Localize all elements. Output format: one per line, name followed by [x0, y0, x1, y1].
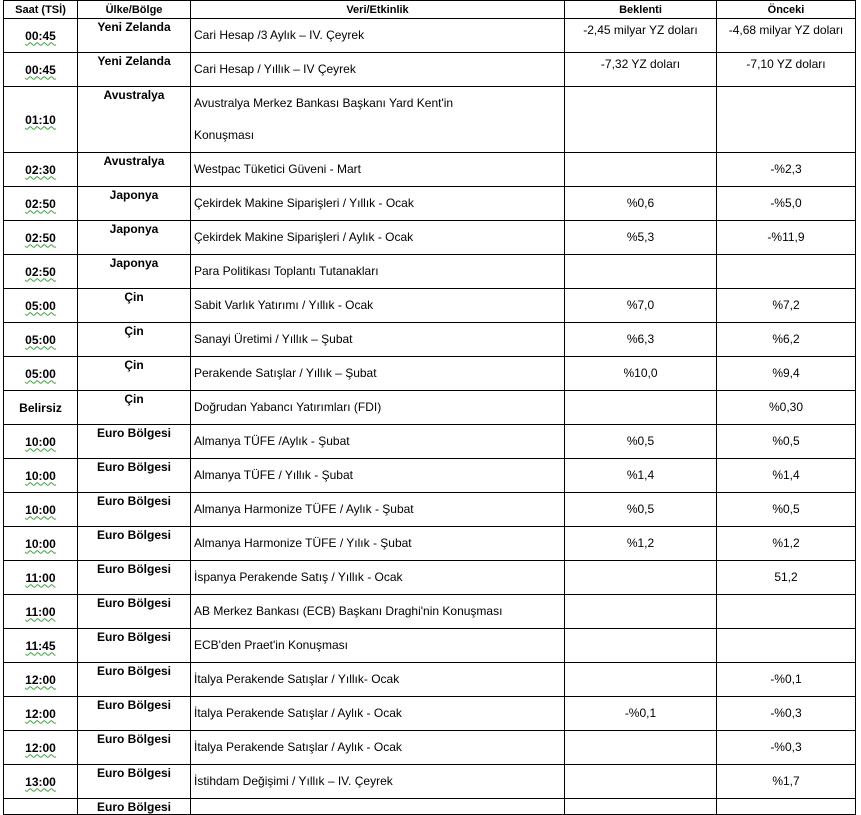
- cell-country: Çin: [78, 323, 191, 357]
- event-text: Westpac Tüketici Güveni - Mart: [194, 162, 361, 176]
- cell-country: Euro Bölgesi: [78, 697, 191, 731]
- cell-country: Avustralya: [78, 87, 191, 153]
- cell-event: [191, 595, 565, 629]
- cell-event: [191, 527, 565, 561]
- table-row: [4, 527, 856, 561]
- cell-event: [191, 289, 565, 323]
- cell-event: [191, 391, 565, 425]
- cell-time: [4, 459, 78, 493]
- table-row: [4, 153, 856, 187]
- cell-previous: [717, 87, 856, 153]
- cell-country: Euro Bölgesi: [78, 561, 191, 595]
- cell-expected: -7,32 YZ doları: [565, 53, 717, 87]
- header-expected: Beklenti: [565, 1, 717, 19]
- cell-event: [191, 19, 565, 53]
- cell-event: [191, 187, 565, 221]
- cell-event: [191, 459, 565, 493]
- table-row: [4, 493, 856, 527]
- cell-expected: %0,5: [565, 493, 717, 527]
- cell-country: Yeni Zelanda: [78, 19, 191, 53]
- time-text: 05:00: [25, 298, 56, 313]
- event-text: Doğrudan Yabancı Yatırımları (FDI): [194, 400, 382, 414]
- event-text: İtalya Perakende Satışlar / Aylık - Ocak: [194, 706, 402, 720]
- table-row: [4, 731, 856, 765]
- cell-event: [191, 731, 565, 765]
- cell-time: [4, 53, 78, 87]
- cell-country: Euro Bölgesi: [78, 425, 191, 459]
- cell-time: [4, 765, 78, 799]
- table-row: [4, 595, 856, 629]
- cell-event: [191, 255, 565, 289]
- header-time: Saat (TSİ): [4, 1, 78, 19]
- cell-time: [4, 731, 78, 765]
- event-text: Para Politikası Toplantı Tutanakları: [194, 264, 379, 278]
- event-text: Almanya TÜFE / Yıllık - Şubat: [194, 468, 353, 482]
- cell-event: [191, 357, 565, 391]
- cell-previous: [717, 255, 856, 289]
- time-text: 00:45: [25, 28, 56, 43]
- table-row: [4, 391, 856, 425]
- event-text: Çekirdek Makine Siparişleri / Yıllık - Ocak: [194, 196, 414, 210]
- cell-country: Euro Bölgesi: [78, 493, 191, 527]
- cell-country: Euro Bölgesi: [78, 527, 191, 561]
- cell-time: [4, 289, 78, 323]
- cell-previous: %1,4: [717, 459, 856, 493]
- table-row: [4, 561, 856, 595]
- event-text: Cari Hesap /3 Aylık – IV. Çeyrek: [194, 28, 365, 42]
- cell-expected: [565, 561, 717, 595]
- cell-expected: [565, 731, 717, 765]
- cell-previous: %0,5: [717, 493, 856, 527]
- cell-expected: %5,3: [565, 221, 717, 255]
- cell-event: [191, 697, 565, 731]
- cell-time: [4, 595, 78, 629]
- time-text: 10:00: [25, 536, 56, 551]
- cell-expected: %10,0: [565, 357, 717, 391]
- cell-time: [4, 799, 78, 815]
- cell-expected: [565, 799, 717, 815]
- header-event: Veri/Etkinlik: [191, 1, 565, 19]
- cell-previous: -%0,3: [717, 731, 856, 765]
- table-row: [4, 799, 856, 815]
- cell-country: Yeni Zelanda: [78, 53, 191, 87]
- cell-expected: [565, 765, 717, 799]
- cell-expected: [565, 629, 717, 663]
- cell-previous: -7,10 YZ doları: [717, 53, 856, 87]
- cell-time: [4, 323, 78, 357]
- cell-event: [191, 87, 565, 153]
- cell-expected: [565, 391, 717, 425]
- time-text: 02:30: [25, 162, 56, 177]
- time-text: 10:00: [25, 502, 56, 517]
- cell-time: [4, 527, 78, 561]
- cell-previous: -4,68 milyar YZ doları: [717, 19, 856, 53]
- time-text: 05:00: [25, 366, 56, 381]
- cell-previous: %7,2: [717, 289, 856, 323]
- cell-event: [191, 323, 565, 357]
- table-row: [4, 255, 856, 289]
- event-text: Almanya Harmonize TÜFE / Aylık - Şubat: [194, 502, 414, 516]
- event-text: İtalya Perakende Satışlar / Aylık - Ocak: [194, 740, 402, 754]
- cell-time: [4, 629, 78, 663]
- table-row: [4, 289, 856, 323]
- cell-previous: 51,2: [717, 561, 856, 595]
- cell-previous: %9,4: [717, 357, 856, 391]
- event-text: Sabit Varlık Yatırımı / Yıllık - Ocak: [194, 298, 374, 312]
- cell-time: [4, 663, 78, 697]
- table-row: [4, 221, 856, 255]
- event-text: Çekirdek Makine Siparişleri / Aylık - Ocak: [194, 230, 414, 244]
- table-row: [4, 323, 856, 357]
- cell-time: [4, 221, 78, 255]
- cell-country: Euro Bölgesi: [78, 629, 191, 663]
- cell-expected: [565, 87, 717, 153]
- cell-country: Euro Bölgesi: [78, 595, 191, 629]
- cell-expected: %0,5: [565, 425, 717, 459]
- time-text: 12:00: [25, 672, 56, 687]
- cell-expected: %1,4: [565, 459, 717, 493]
- table-row: [4, 459, 856, 493]
- cell-time: [4, 493, 78, 527]
- cell-previous: %1,2: [717, 527, 856, 561]
- cell-previous: -%0,1: [717, 663, 856, 697]
- cell-previous: -%5,0: [717, 187, 856, 221]
- header-row: [4, 1, 856, 19]
- cell-previous: -%11,9: [717, 221, 856, 255]
- cell-event: [191, 629, 565, 663]
- time-text: 13:00: [25, 774, 56, 789]
- cell-event: [191, 425, 565, 459]
- cell-expected: [565, 663, 717, 697]
- cell-expected: %0,6: [565, 187, 717, 221]
- table-row: [4, 19, 856, 53]
- table-row: [4, 187, 856, 221]
- cell-expected: %7,0: [565, 289, 717, 323]
- time-text: 00:45: [25, 62, 56, 77]
- cell-time: [4, 187, 78, 221]
- event-text: Almanya Harmonize TÜFE / Yılık - Şubat: [194, 536, 412, 550]
- cell-expected: [565, 153, 717, 187]
- cell-country: Euro Bölgesi: [78, 799, 191, 815]
- event-text: AB Merkez Bankası (ECB) Başkanı Draghi'nin Konuşması: [194, 604, 503, 618]
- cell-event: [191, 221, 565, 255]
- header-country: Ülke/Bölge: [78, 1, 191, 19]
- time-text: Belirsiz: [19, 400, 62, 415]
- event-text: İspanya Perakende Satış / Yıllık - Ocak: [194, 570, 403, 584]
- cell-time: [4, 357, 78, 391]
- cell-previous: -%0,3: [717, 697, 856, 731]
- cell-country: Japonya: [78, 187, 191, 221]
- cell-country: Japonya: [78, 255, 191, 289]
- cell-expected: [565, 595, 717, 629]
- cell-previous: [717, 629, 856, 663]
- cell-expected: %1,2: [565, 527, 717, 561]
- cell-previous: -%2,3: [717, 153, 856, 187]
- cell-time: [4, 255, 78, 289]
- cell-country: Euro Bölgesi: [78, 663, 191, 697]
- event-text: İstihdam Değişimi / Yıllık – IV. Çeyrek: [194, 774, 393, 788]
- event-text: İtalya Perakende Satışlar / Yıllık- Ocak: [194, 672, 400, 686]
- cell-country: Euro Bölgesi: [78, 731, 191, 765]
- table-row: [4, 53, 856, 87]
- cell-country: Japonya: [78, 221, 191, 255]
- cell-expected: [565, 255, 717, 289]
- cell-country: Çin: [78, 357, 191, 391]
- event-text-line2: Konuşması: [194, 128, 255, 142]
- cell-event: [191, 663, 565, 697]
- cell-country: Çin: [78, 391, 191, 425]
- event-text: Perakende Satışlar / Yıllık – Şubat: [194, 366, 377, 380]
- cell-time: [4, 425, 78, 459]
- economic-calendar-table: [3, 0, 856, 815]
- cell-previous: %0,30: [717, 391, 856, 425]
- cell-previous: %0,5: [717, 425, 856, 459]
- time-text: 10:00: [25, 468, 56, 483]
- cell-country: Avustralya: [78, 153, 191, 187]
- header-previous: Önceki: [717, 1, 856, 19]
- cell-expected: -2,45 milyar YZ doları: [565, 19, 717, 53]
- event-text: ECB'den Praet'in Konuşması: [194, 638, 348, 652]
- table-row: [4, 765, 856, 799]
- time-text: 02:50: [25, 196, 56, 211]
- cell-time: [4, 87, 78, 153]
- time-text: 02:50: [25, 230, 56, 245]
- cell-country: Çin: [78, 289, 191, 323]
- time-text: 11:00: [25, 604, 56, 619]
- cell-expected: -%0,1: [565, 697, 717, 731]
- cell-time: [4, 697, 78, 731]
- cell-event: [191, 765, 565, 799]
- time-text: 01:10: [25, 112, 56, 127]
- cell-previous: %1,7: [717, 765, 856, 799]
- time-text: 11:00: [25, 570, 56, 585]
- table-row: [4, 697, 856, 731]
- cell-event: [191, 493, 565, 527]
- time-text: 02:50: [25, 264, 56, 279]
- cell-event: [191, 53, 565, 87]
- table-row: [4, 425, 856, 459]
- time-text: 11:45: [25, 638, 56, 653]
- cell-time: [4, 19, 78, 53]
- cell-country: Euro Bölgesi: [78, 765, 191, 799]
- table-row: [4, 663, 856, 697]
- event-text: Cari Hesap / Yıllık – IV Çeyrek: [194, 62, 356, 76]
- cell-event: [191, 799, 565, 815]
- cell-country: Euro Bölgesi: [78, 459, 191, 493]
- event-text: Avustralya Merkez Bankası Başkanı Yard Kent'in: [194, 96, 454, 110]
- time-text: 12:00: [25, 740, 56, 755]
- cell-previous: [717, 595, 856, 629]
- cell-expected: %6,3: [565, 323, 717, 357]
- cell-event: [191, 153, 565, 187]
- event-text: Sanayi Üretimi / Yıllık – Şubat: [194, 332, 353, 346]
- table-row: [4, 629, 856, 663]
- time-text: 12:00: [25, 706, 56, 721]
- cell-time: [4, 391, 78, 425]
- calendar-sheet: [3, 0, 856, 815]
- cell-time: [4, 561, 78, 595]
- table-row: [4, 357, 856, 391]
- cell-event: [191, 561, 565, 595]
- event-text: Almanya TÜFE /Aylık - Şubat: [194, 434, 350, 448]
- table-body: [4, 19, 856, 815]
- time-text: 05:00: [25, 332, 56, 347]
- table-row: [4, 87, 856, 153]
- cell-previous: [717, 799, 856, 815]
- cell-previous: %6,2: [717, 323, 856, 357]
- time-text: 10:00: [25, 434, 56, 449]
- cell-time: [4, 153, 78, 187]
